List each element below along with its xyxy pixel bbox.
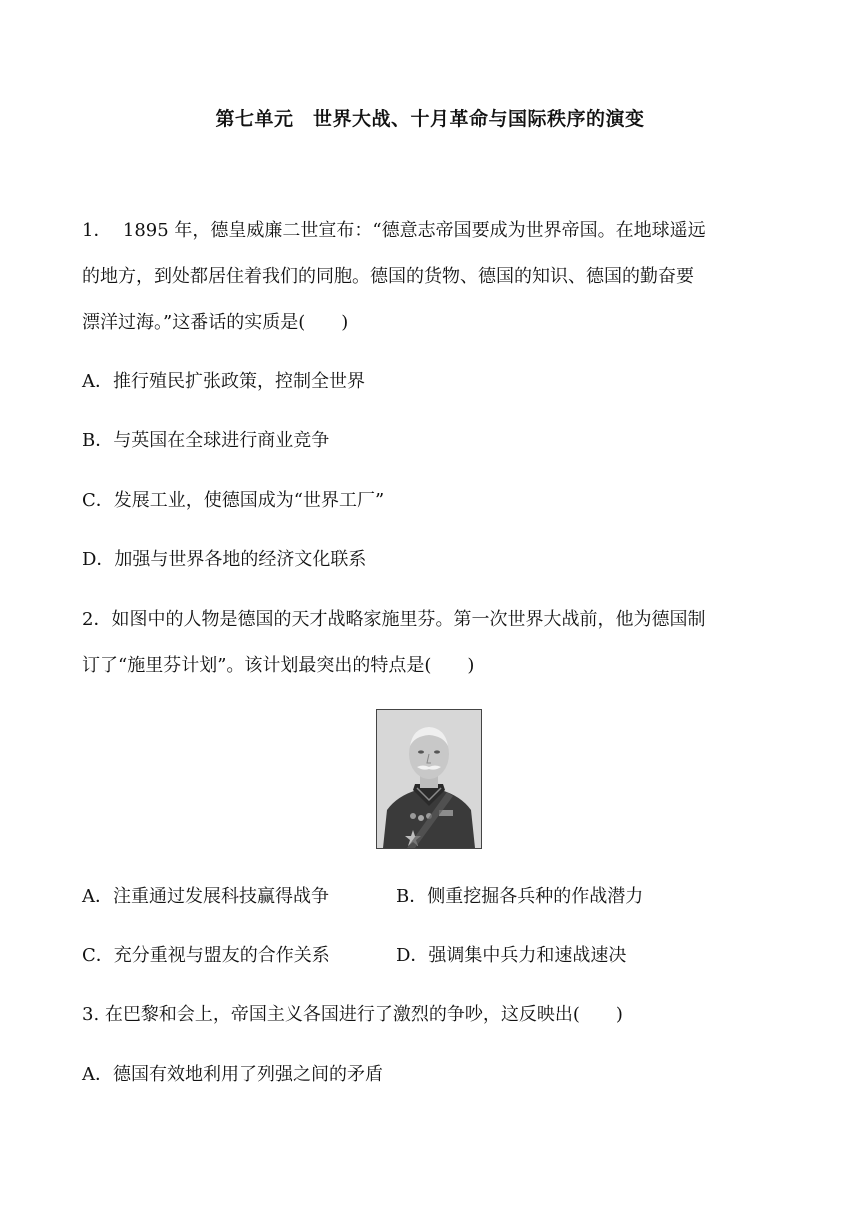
q1-stem-line-3: 漂洋过海。”这番话的实质是( )	[82, 312, 349, 333]
q2-option-a: A．注重通过发展科技赢得战争	[82, 886, 329, 907]
q1-stem-line-1: 1． 1895 年，德皇威廉二世宣布：“德意志帝国要成为世界帝国。在地球遥远	[82, 220, 706, 241]
q2-stem-line-1: 2．如图中的人物是德国的天才战略家施里芬。第一次世界大战前，他为德国制	[82, 609, 706, 630]
q3-stem-line-1: 3. 在巴黎和会上，帝国主义各国进行了激烈的争吵，这反映出( )	[82, 1004, 623, 1025]
q2-stem-line-2: 订了“施里芬计划”。该计划最突出的特点是( )	[82, 655, 475, 676]
q2-option-d: D．强调集中兵力和速战速决	[396, 945, 627, 966]
q2-option-c: C．充分重视与盟友的合作关系	[82, 945, 330, 966]
q1-option-d: D．加强与世界各地的经济文化联系	[82, 549, 367, 570]
portrait-illustration	[377, 710, 481, 848]
q1-option-c: C．发展工业，使德国成为“世界工厂”	[82, 490, 385, 511]
q1-option-b: B．与英国在全球进行商业竞争	[82, 430, 330, 451]
schlieffen-portrait	[376, 709, 482, 849]
q3-option-a: A．德国有效地利用了列强之间的矛盾	[82, 1064, 383, 1085]
q2-option-b: B．侧重挖掘各兵种的作战潜力	[396, 886, 644, 907]
q1-stem-line-2: 的地方，到处都居住着我们的同胞。德国的货物、德国的知识、德国的勤奋要	[82, 266, 694, 287]
unit-title: 第七单元 世界大战、十月革命与国际秩序的演变	[215, 108, 645, 130]
q1-option-a: A．推行殖民扩张政策，控制全世界	[82, 371, 365, 392]
